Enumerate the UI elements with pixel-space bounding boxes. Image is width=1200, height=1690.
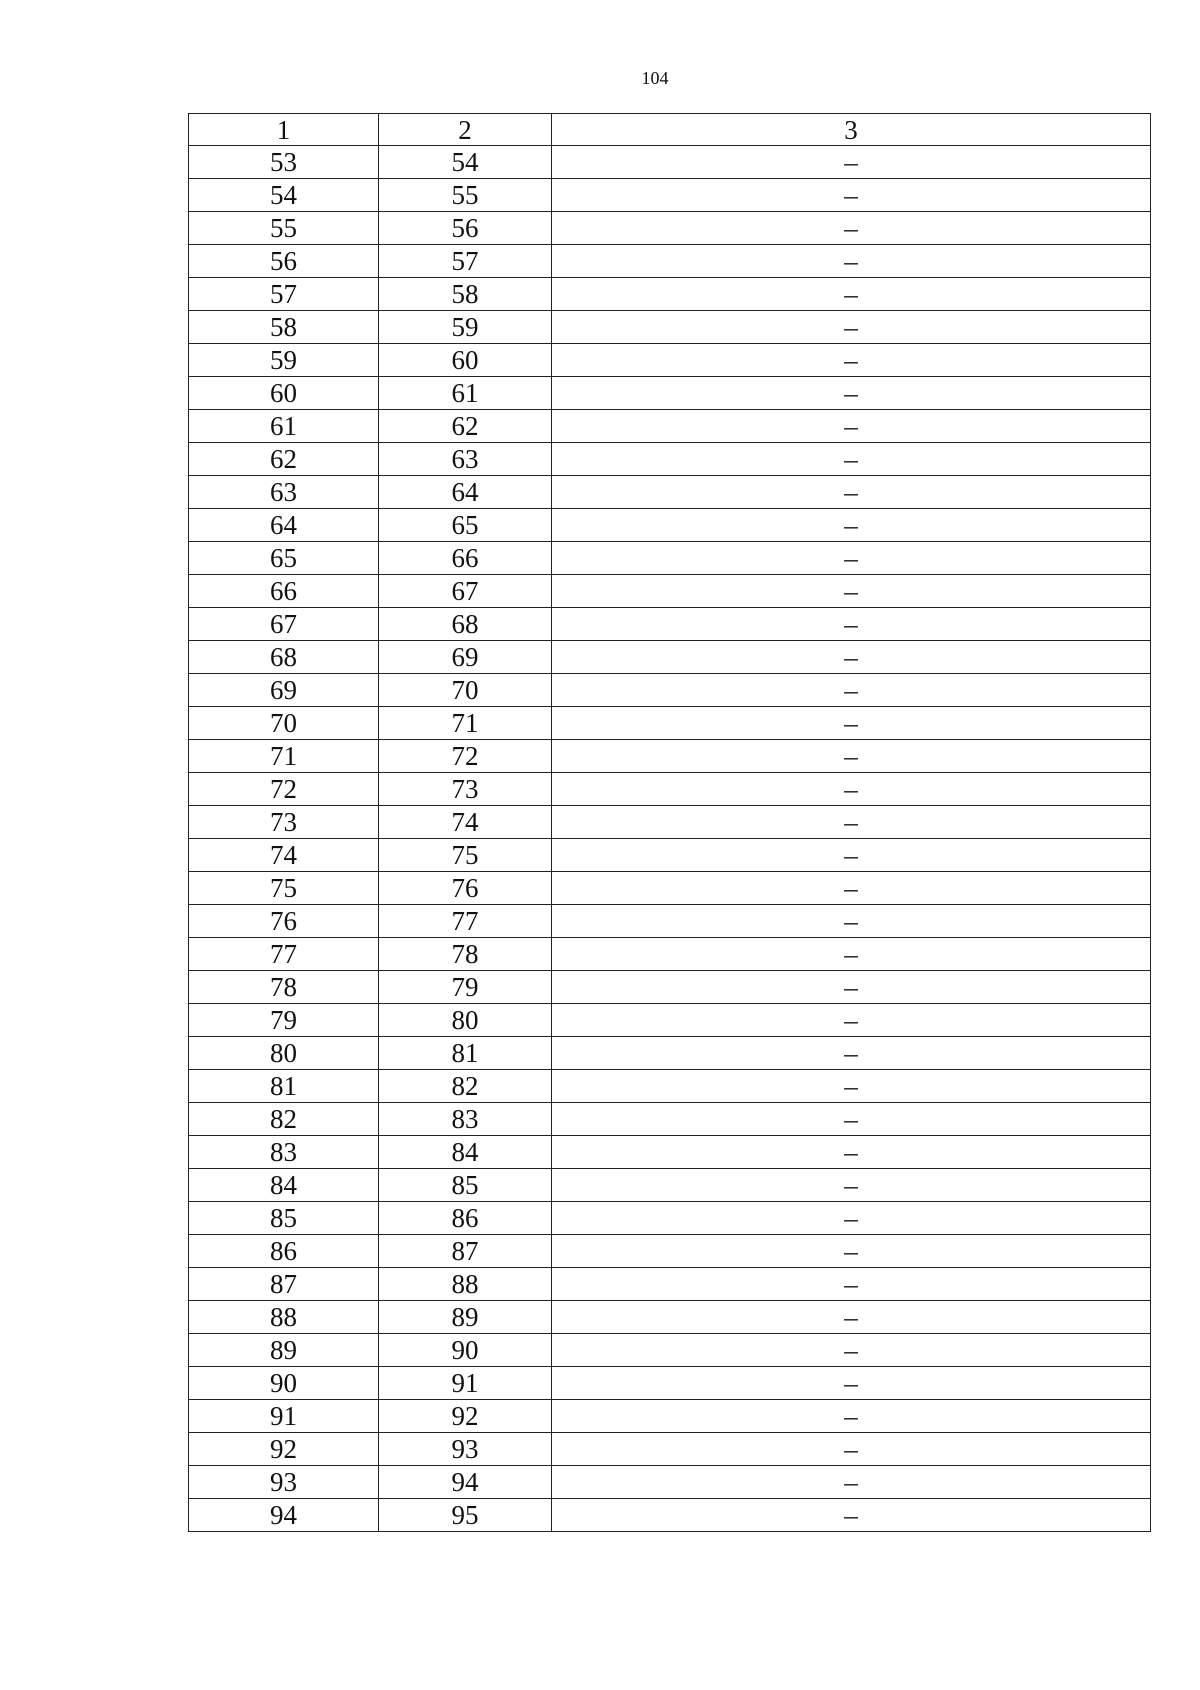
- table-cell-col-3: –: [552, 938, 1151, 971]
- table-cell-col-3: –: [552, 839, 1151, 872]
- table-cell-col-1: 53: [189, 146, 379, 179]
- table-row: [189, 674, 1151, 707]
- table-cell-col-1: 62: [189, 443, 379, 476]
- table-cell-col-3: –: [552, 1004, 1151, 1037]
- table-cell-col-2: 86: [379, 1202, 552, 1235]
- table-cell-col-1: 69: [189, 674, 379, 707]
- table-cell-col-1: 80: [189, 1037, 379, 1070]
- table-row: [189, 806, 1151, 839]
- table-cell-col-2: 62: [379, 410, 552, 443]
- table-cell-col-1: 93: [189, 1466, 379, 1499]
- table-cell-col-3: –: [552, 245, 1151, 278]
- table-cell-col-1: 70: [189, 707, 379, 740]
- table-cell-col-2: 76: [379, 872, 552, 905]
- table-cell-col-1: 59: [189, 344, 379, 377]
- table-row: [189, 245, 1151, 278]
- table-cell-col-1: 68: [189, 641, 379, 674]
- table-row: [189, 905, 1151, 938]
- table-row: [189, 707, 1151, 740]
- table-cell-col-3: –: [552, 1070, 1151, 1103]
- table-row: [189, 1103, 1151, 1136]
- table-cell-col-1: 64: [189, 509, 379, 542]
- table-cell-col-3: –: [552, 872, 1151, 905]
- table-cell-col-1: 61: [189, 410, 379, 443]
- table-cell-col-1: 91: [189, 1400, 379, 1433]
- table-cell-col-2: 91: [379, 1367, 552, 1400]
- table-cell-col-2: 71: [379, 707, 552, 740]
- table-cell-col-2: 61: [379, 377, 552, 410]
- table-header-row: [189, 114, 1151, 146]
- table-row: [189, 146, 1151, 179]
- table-cell-col-2: 80: [379, 1004, 552, 1037]
- table-cell-col-3: –: [552, 806, 1151, 839]
- table-row: [189, 212, 1151, 245]
- table-cell-col-1: 65: [189, 542, 379, 575]
- table-row: [189, 410, 1151, 443]
- table-cell-col-1: 76: [189, 905, 379, 938]
- table-row: [189, 1235, 1151, 1268]
- table-cell-col-2: 75: [379, 839, 552, 872]
- table-cell-col-3: –: [552, 674, 1151, 707]
- table-row: [189, 1004, 1151, 1037]
- table-cell-col-3: –: [552, 443, 1151, 476]
- column-header-3: 3: [552, 114, 1151, 146]
- table-cell-col-1: 55: [189, 212, 379, 245]
- table-cell-col-1: 57: [189, 278, 379, 311]
- table-cell-col-3: –: [552, 1037, 1151, 1070]
- table-cell-col-3: –: [552, 311, 1151, 344]
- table-cell-col-1: 89: [189, 1334, 379, 1367]
- table-cell-col-1: 92: [189, 1433, 379, 1466]
- table-cell-col-3: –: [552, 1499, 1151, 1532]
- table-cell-col-2: 68: [379, 608, 552, 641]
- table-row: [189, 1334, 1151, 1367]
- table-row: [189, 641, 1151, 674]
- table-cell-col-3: –: [552, 707, 1151, 740]
- table-cell-col-2: 55: [379, 179, 552, 212]
- table-row: [189, 344, 1151, 377]
- table-cell-col-2: 72: [379, 740, 552, 773]
- table-cell-col-3: –: [552, 1400, 1151, 1433]
- table-cell-col-3: –: [552, 179, 1151, 212]
- table-cell-col-2: 87: [379, 1235, 552, 1268]
- table-cell-col-1: 60: [189, 377, 379, 410]
- table-cell-col-3: –: [552, 641, 1151, 674]
- table-cell-col-3: –: [552, 608, 1151, 641]
- table-body: [189, 114, 1151, 1532]
- table-cell-col-2: 54: [379, 146, 552, 179]
- table-row: [189, 1169, 1151, 1202]
- table-cell-col-1: 66: [189, 575, 379, 608]
- table-cell-col-2: 67: [379, 575, 552, 608]
- table-cell-col-2: 88: [379, 1268, 552, 1301]
- table-cell-col-1: 86: [189, 1235, 379, 1268]
- table-cell-col-2: 63: [379, 443, 552, 476]
- table-cell-col-3: –: [552, 509, 1151, 542]
- table-cell-col-2: 64: [379, 476, 552, 509]
- table-row: [189, 872, 1151, 905]
- table-cell-col-3: –: [552, 905, 1151, 938]
- table-row: [189, 1070, 1151, 1103]
- table-row: [189, 1466, 1151, 1499]
- table-row: [189, 1433, 1151, 1466]
- table-cell-col-2: 95: [379, 1499, 552, 1532]
- table-row: [189, 1367, 1151, 1400]
- table-cell-col-1: 63: [189, 476, 379, 509]
- table-row: [189, 476, 1151, 509]
- table-cell-col-2: 58: [379, 278, 552, 311]
- table-row: [189, 1037, 1151, 1070]
- table-cell-col-1: 85: [189, 1202, 379, 1235]
- table-row: [189, 575, 1151, 608]
- table-cell-col-3: –: [552, 1268, 1151, 1301]
- table-cell-col-3: –: [552, 1334, 1151, 1367]
- table-cell-col-3: –: [552, 212, 1151, 245]
- table-cell-col-2: 57: [379, 245, 552, 278]
- table-row: [189, 377, 1151, 410]
- table-cell-col-1: 88: [189, 1301, 379, 1334]
- table-cell-col-3: –: [552, 1466, 1151, 1499]
- table-cell-col-1: 84: [189, 1169, 379, 1202]
- table-row: [189, 971, 1151, 1004]
- table-cell-col-1: 71: [189, 740, 379, 773]
- table-cell-col-2: 56: [379, 212, 552, 245]
- page-number: 104: [641, 68, 669, 88]
- table-cell-col-3: –: [552, 773, 1151, 806]
- table-cell-col-3: –: [552, 146, 1151, 179]
- table-cell-col-2: 74: [379, 806, 552, 839]
- table-row: [189, 542, 1151, 575]
- table-cell-col-1: 77: [189, 938, 379, 971]
- table-cell-col-3: –: [552, 542, 1151, 575]
- table-cell-col-3: –: [552, 1136, 1151, 1169]
- table-cell-col-2: 82: [379, 1070, 552, 1103]
- table-row: [189, 608, 1151, 641]
- table-cell-col-3: –: [552, 344, 1151, 377]
- table-cell-col-3: –: [552, 1301, 1151, 1334]
- table-cell-col-1: 74: [189, 839, 379, 872]
- data-table: [188, 113, 1151, 1532]
- table-row: [189, 773, 1151, 806]
- table-row: [189, 740, 1151, 773]
- table-cell-col-1: 82: [189, 1103, 379, 1136]
- table-row: [189, 1136, 1151, 1169]
- table-cell-col-2: 59: [379, 311, 552, 344]
- table-row: [189, 311, 1151, 344]
- table-cell-col-3: –: [552, 1169, 1151, 1202]
- table-cell-col-2: 66: [379, 542, 552, 575]
- table-cell-col-2: 89: [379, 1301, 552, 1334]
- table-cell-col-1: 72: [189, 773, 379, 806]
- table-cell-col-3: –: [552, 1103, 1151, 1136]
- table-row: [189, 509, 1151, 542]
- table-cell-col-2: 69: [379, 641, 552, 674]
- table-cell-col-2: 77: [379, 905, 552, 938]
- table-row: [189, 179, 1151, 212]
- table-cell-col-2: 65: [379, 509, 552, 542]
- column-header-2: 2: [379, 114, 552, 146]
- table-cell-col-2: 78: [379, 938, 552, 971]
- table-row: [189, 938, 1151, 971]
- table-cell-col-1: 90: [189, 1367, 379, 1400]
- table-cell-col-1: 58: [189, 311, 379, 344]
- table-cell-col-2: 60: [379, 344, 552, 377]
- table-cell-col-1: 67: [189, 608, 379, 641]
- table-cell-col-1: 81: [189, 1070, 379, 1103]
- table-cell-col-2: 70: [379, 674, 552, 707]
- table-cell-col-1: 87: [189, 1268, 379, 1301]
- table-row: [189, 1301, 1151, 1334]
- table-cell-col-3: –: [552, 278, 1151, 311]
- table-cell-col-3: –: [552, 410, 1151, 443]
- column-header-1: 1: [189, 114, 379, 146]
- table-cell-col-1: 54: [189, 179, 379, 212]
- table-cell-col-3: –: [552, 1433, 1151, 1466]
- table-cell-col-3: –: [552, 377, 1151, 410]
- table-cell-col-1: 79: [189, 1004, 379, 1037]
- table-cell-col-3: –: [552, 740, 1151, 773]
- table-cell-col-2: 90: [379, 1334, 552, 1367]
- table-cell-col-1: 78: [189, 971, 379, 1004]
- table-cell-col-3: –: [552, 1367, 1151, 1400]
- table-row: [189, 1202, 1151, 1235]
- table-row: [189, 443, 1151, 476]
- table-row: [189, 1499, 1151, 1532]
- table-row: [189, 1268, 1151, 1301]
- table-cell-col-2: 92: [379, 1400, 552, 1433]
- table-cell-col-1: 83: [189, 1136, 379, 1169]
- table-cell-col-2: 81: [379, 1037, 552, 1070]
- table-cell-col-1: 73: [189, 806, 379, 839]
- table-cell-col-2: 85: [379, 1169, 552, 1202]
- table-cell-col-2: 79: [379, 971, 552, 1004]
- table-cell-col-3: –: [552, 575, 1151, 608]
- table-cell-col-3: –: [552, 1202, 1151, 1235]
- table-cell-col-3: –: [552, 476, 1151, 509]
- table-cell-col-2: 93: [379, 1433, 552, 1466]
- table-cell-col-3: –: [552, 1235, 1151, 1268]
- table-cell-col-2: 94: [379, 1466, 552, 1499]
- table-row: [189, 1400, 1151, 1433]
- table-row: [189, 278, 1151, 311]
- table-cell-col-3: –: [552, 971, 1151, 1004]
- table-cell-col-2: 83: [379, 1103, 552, 1136]
- table-cell-col-2: 84: [379, 1136, 552, 1169]
- table-cell-col-1: 75: [189, 872, 379, 905]
- table-cell-col-1: 56: [189, 245, 379, 278]
- table-row: [189, 839, 1151, 872]
- table-cell-col-1: 94: [189, 1499, 379, 1532]
- table-cell-col-2: 73: [379, 773, 552, 806]
